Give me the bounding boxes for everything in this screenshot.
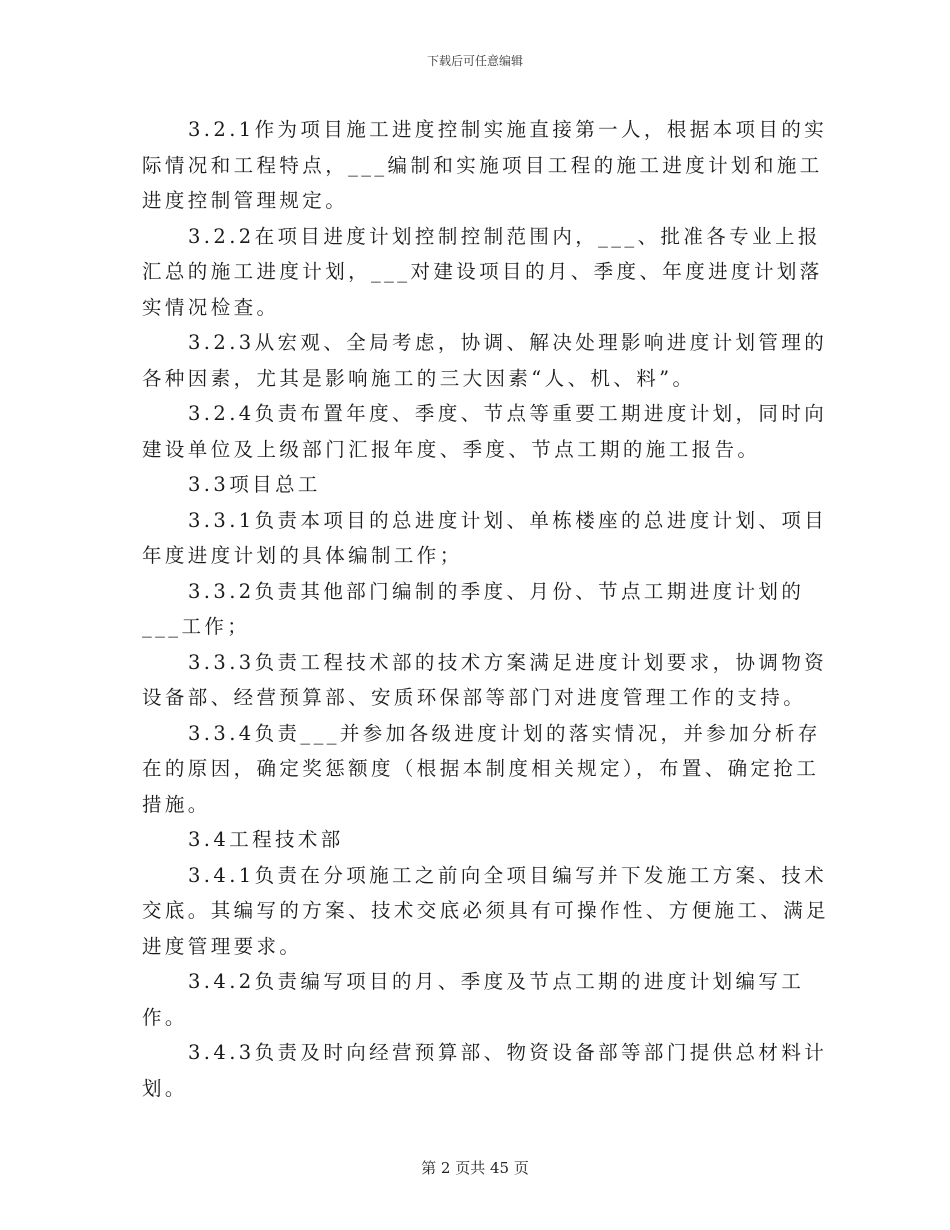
paragraph-3-3-1: 3.3.1负责本项目的总进度计划、单栋楼座的总进度计划、项目年度进度计划的具体编制工作； [142,508,828,567]
paragraph-3-2-2: 3.2.2在项目进度计划控制控制范围内，___、批准各专业上报汇总的施工进度计划，___对建设项目的月、季度、年度进度计划落实情况检查。 [142,224,823,319]
paragraph-3-3-2: 3.3.2负责其他部门编制的季度、月份、节点工期进度计划的___工作； [142,579,805,638]
paragraph-3-3-4: 3.3.4负责___并参加各级进度计划的落实情况，并参加分析存在的原因，确定奖惩额度（根据本制度相关规定），布置、确定抢工措施。 [142,721,821,816]
paragraph-3-2-4: 3.2.4负责布置年度、季度、节点等重要工期进度计划，同时向建设单位及上级部门汇报年度、季度、节点工期的施工报告。 [142,402,828,461]
paragraph-3-2-1: 3.2.1作为项目施工进度控制实施直接第一人，根据本项目的实际情况和工程特点，___编制和实施项目工程的施工进度计划和施工进度控制管理规定。 [142,118,828,212]
paragraph-3-4-2: 3.4.2负责编写项目的月、季度及节点工期的进度计划编写工作。 [142,970,805,1029]
section-heading-3-3: 3.3项目总工 [188,473,321,496]
document-body [142,112,842,1106]
paragraph-3-2-3: 3.2.3从宏观、全局考虑，协调、解决处理影响进度计划管理的各种因素，尤其是影响施工的三大因素“人、机、料”。 [142,331,828,390]
paragraph-3-4-3: 3.4.3负责及时向经营预算部、物资设备部等部门提供总材料计划。 [142,1041,828,1100]
page-footer: 第 2 页共 45 页 [421,1159,529,1177]
section-heading-3-4: 3.4工程技术部 [188,828,344,851]
page-header: 下载后可任意编辑 [426,54,523,68]
paragraph-3-4-1: 3.4.1负责在分项施工之前向全项目编写并下发施工方案、技术交底。其编写的方案、技术交底必须具有可操作性、方便施工、满足进度管理要求。 [142,863,830,958]
paragraph-3-3-3: 3.3.3负责工程技术部的技术方案满足进度计划要求，协调物资设备部、经营预算部、安质环保部等部门对进度管理工作的支持。 [142,650,828,709]
